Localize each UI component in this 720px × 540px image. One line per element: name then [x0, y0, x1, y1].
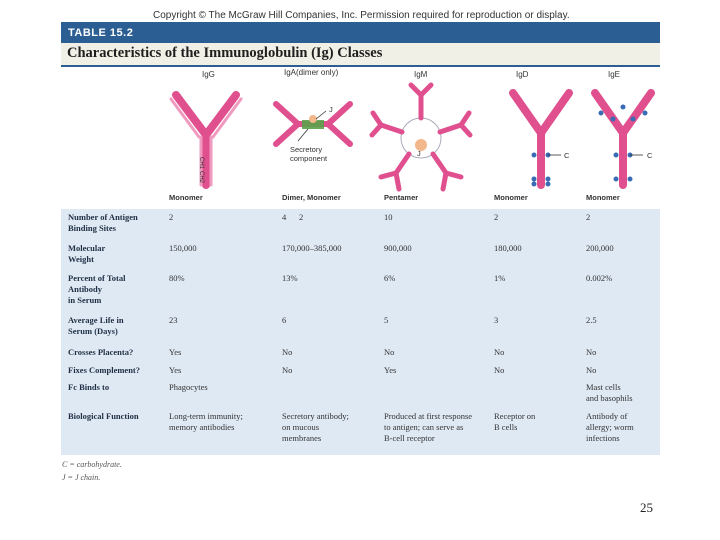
table-row-average-life [61, 314, 660, 344]
cell: 6% [384, 273, 396, 283]
structure-ige: Monomer [586, 193, 620, 202]
footnote-j-chain: J = J chain. [62, 473, 101, 482]
copyright-notice: Copyright © The McGraw Hill Companies, Inc. Permission required for reproduction or display. [153, 10, 570, 21]
row-label: Biological Function [68, 411, 139, 421]
table-row-percent-antibody [61, 272, 660, 313]
row-label: Average Life in Serum (Days) [68, 315, 124, 336]
cell: No [586, 347, 597, 357]
col-name-iga: IgA(dimer only) [284, 68, 339, 77]
cell: Yes [169, 347, 182, 357]
cell: Yes [384, 365, 397, 375]
cell: 4 2 [282, 212, 304, 222]
svg-text:CH2: CH2 [198, 171, 204, 184]
cell: 900,000 [384, 243, 412, 253]
row-label: Fixes Complement? [68, 365, 141, 375]
col-name-igm: IgM [414, 70, 428, 79]
cell: No [282, 365, 293, 375]
cell: Phagocytes [169, 382, 208, 392]
title-bar [61, 43, 660, 65]
cell: No [282, 347, 293, 357]
cell: 180,000 [494, 243, 522, 253]
antibody-figure-band [61, 67, 660, 209]
carbohydrate-label-igd: C [564, 151, 570, 160]
cell: No [494, 365, 505, 375]
cell: 3 [494, 315, 499, 325]
structure-igd: Monomer [494, 193, 528, 202]
ige-antibody-icon [583, 85, 663, 195]
cell: 10 [384, 212, 393, 222]
igg-antibody-icon [161, 85, 251, 195]
col-name-igd: IgD [516, 70, 529, 79]
cell: No [494, 347, 505, 357]
footnote-carbohydrate: C = carbohydrate. [62, 460, 122, 469]
igd-antibody-icon [501, 85, 581, 195]
col-name-ige: IgE [608, 70, 621, 79]
cell: 5 [384, 315, 389, 325]
cell: 1% [494, 273, 506, 283]
cell: 0.002% [586, 273, 613, 283]
cell: Mast cells and basophils [586, 382, 633, 403]
structure-igm: Pentamer [384, 193, 419, 202]
cell: Secretory antibody; on mucous membranes [282, 411, 349, 443]
ig-classes-table [61, 22, 660, 455]
cell: 13% [282, 273, 298, 283]
cell: Produced at first response to antigen; can serve as B-cell receptor [384, 411, 473, 443]
row-label: Fc Binds to [68, 382, 110, 392]
cell: 2 [586, 212, 591, 222]
page-number: 25 [640, 500, 653, 515]
table-number: TABLE 15.2 [68, 27, 134, 39]
row-label: Molecular Weight [68, 243, 106, 264]
carbohydrate-label-ige: C [647, 151, 653, 160]
cell: 2.5 [586, 315, 597, 325]
table-row-fc-binds-to [61, 381, 660, 407]
row-label: Percent of Total Antibody in Serum [68, 273, 126, 305]
col-name-igg: IgG [202, 70, 215, 79]
row-label: Number of Antigen Binding Sites [68, 212, 138, 233]
cell: Antibody of allergy; worm infections [586, 411, 634, 443]
table-row-antigen-binding [61, 210, 660, 240]
igm-pentamer-antibody-icon [371, 83, 471, 193]
cell: No [586, 365, 597, 375]
secretory-component-label: Secretory component [290, 145, 328, 163]
table-row-biological-function [61, 410, 660, 454]
cell: 80% [169, 273, 185, 283]
structure-igg: Monomer [169, 193, 203, 202]
j-chain-label-iga: J [329, 105, 333, 114]
cell: Receptor on B cells [494, 411, 536, 432]
cell: 200,000 [586, 243, 614, 253]
cell: 23 [169, 315, 178, 325]
table-row-molecular-weight [61, 241, 660, 271]
svg-text:CH1: CH1 [198, 157, 204, 170]
cell: 2 [169, 212, 174, 222]
structure-iga: Dimer, Monomer [282, 193, 341, 202]
cell: No [384, 347, 395, 357]
cell: Yes [169, 365, 182, 375]
j-chain-label-igm: J [417, 149, 421, 158]
cell: Long-term immunity; memory antibodies [169, 411, 243, 432]
table-row-crosses-placenta [61, 345, 660, 362]
table-title: Characteristics of the Immunoglobulin (Ig) Classes [67, 45, 383, 61]
table-row-fixes-complement [61, 363, 660, 380]
cell: 6 [282, 315, 287, 325]
cell: 170,000–385,000 [282, 243, 342, 253]
cell: 2 [494, 212, 499, 222]
row-label: Crosses Placenta? [68, 347, 134, 357]
cell: 150,000 [169, 243, 197, 253]
